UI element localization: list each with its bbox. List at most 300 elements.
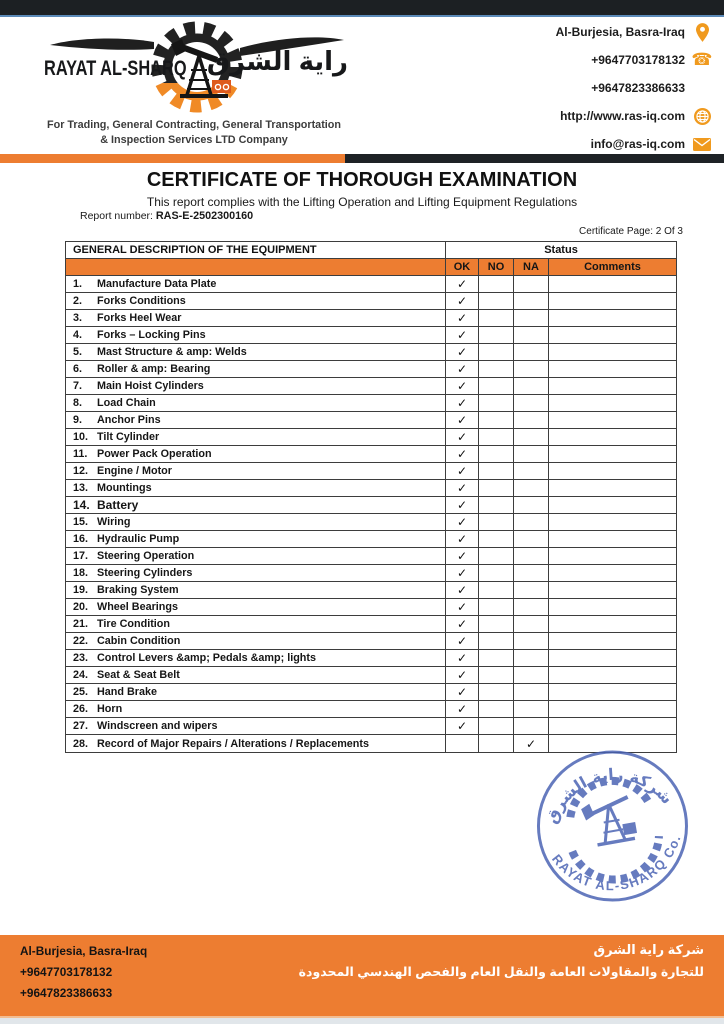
equipment-description-cell xyxy=(66,361,446,377)
row-label: Seat & Seat Belt xyxy=(97,669,180,681)
footer-company-description-arabic: للتجارة والمقاولات العامة والنقل العام والفحص الهندسي المحدودة xyxy=(298,965,704,979)
row-number: 25. xyxy=(73,686,89,698)
status-cell-ok xyxy=(446,429,479,445)
status-cell-na xyxy=(514,633,549,649)
stamp-english-text: RAYAT AL-SHARQ Co. xyxy=(549,832,684,894)
comment-cell xyxy=(549,446,676,462)
company-name-arabic: راية الشرق xyxy=(206,46,348,76)
status-cell-na xyxy=(514,480,549,496)
contact-phone1-row xyxy=(412,46,712,74)
table-row xyxy=(66,310,676,327)
checkmark-icon: ✓ xyxy=(456,498,468,512)
status-cell-na xyxy=(514,701,549,717)
status-cell-ok xyxy=(446,514,479,530)
comment-cell xyxy=(549,582,676,598)
row-number: 16. xyxy=(73,533,89,545)
equipment-description-cell xyxy=(66,446,446,462)
status-cell-ok xyxy=(446,531,479,547)
table-row xyxy=(66,429,676,446)
row-number: 5. xyxy=(73,346,83,358)
status-cell-ok xyxy=(446,463,479,479)
status-cell-na xyxy=(514,684,549,700)
footer-company-name-arabic: شركة راية الشرق xyxy=(593,942,704,957)
status-cell-no xyxy=(479,497,514,513)
status-cell-no xyxy=(479,412,514,428)
status-cell-no xyxy=(479,480,514,496)
row-label: Wheel Bearings xyxy=(97,601,178,613)
status-cell-na xyxy=(514,429,549,445)
checkmark-icon: ✓ xyxy=(456,277,468,291)
bottom-edge-strip xyxy=(0,1018,724,1024)
row-label: Battery xyxy=(97,498,139,512)
checkmark-icon: ✓ xyxy=(456,379,468,393)
table-row xyxy=(66,446,676,463)
row-number: 12. xyxy=(73,465,89,477)
comment-cell xyxy=(549,395,676,411)
table-row xyxy=(66,361,676,378)
report-number-line xyxy=(80,210,253,222)
row-number: 17. xyxy=(73,550,89,562)
row-label: Mountings xyxy=(97,482,152,494)
row-number: 2. xyxy=(73,295,83,307)
checkmark-icon: ✓ xyxy=(456,600,468,614)
table-row xyxy=(66,378,676,395)
equipment-description-cell xyxy=(66,327,446,343)
comment-cell xyxy=(549,684,676,700)
checkmark-icon: ✓ xyxy=(456,634,468,648)
status-cell-ok xyxy=(446,548,479,564)
comment-cell xyxy=(549,701,676,717)
stamp-arabic-text: شركة راية الشرق xyxy=(541,764,677,827)
status-cell-no xyxy=(479,446,514,462)
equipment-description-cell xyxy=(66,310,446,326)
row-number: 8. xyxy=(73,397,83,409)
row-label: Wiring xyxy=(97,516,131,528)
row-number: 6. xyxy=(73,363,83,375)
description-header-cell: GENERAL DESCRIPTION OF THE EQUIPMENT xyxy=(66,242,446,258)
comment-cell xyxy=(549,531,676,547)
status-cell-no xyxy=(479,310,514,326)
icon-spacer xyxy=(692,77,712,99)
company-name-english: RAYAT AL-SHARQ xyxy=(44,57,187,80)
equipment-description-cell xyxy=(66,684,446,700)
table-row xyxy=(66,633,676,650)
status-cell-ok xyxy=(446,276,479,292)
checkmark-icon: ✓ xyxy=(456,481,468,495)
equipment-description-cell xyxy=(66,701,446,717)
envelope-icon xyxy=(692,133,712,155)
checkmark-icon: ✓ xyxy=(456,685,468,699)
comment-cell xyxy=(549,344,676,360)
row-number: 23. xyxy=(73,652,89,664)
status-cell-ok xyxy=(446,684,479,700)
checkmark-icon: ✓ xyxy=(456,430,468,444)
contact-phone1: +9647703178132 xyxy=(591,53,685,67)
row-label: Windscreen and wipers xyxy=(97,720,218,732)
row-number: 1. xyxy=(73,278,83,290)
table-row xyxy=(66,650,676,667)
status-cell-no xyxy=(479,514,514,530)
status-cell-na xyxy=(514,293,549,309)
status-cell-na xyxy=(514,497,549,513)
row-label: Main Hoist Cylinders xyxy=(97,380,204,392)
footer-contact-block xyxy=(20,944,147,1007)
comments-column-header: Comments xyxy=(584,261,641,273)
row-label: Engine / Motor xyxy=(97,465,172,477)
checkmark-icon: ✓ xyxy=(456,362,468,376)
equipment-description-cell xyxy=(66,293,446,309)
status-cell-ok xyxy=(446,718,479,734)
status-cell-no xyxy=(479,429,514,445)
status-cell-ok xyxy=(446,701,479,717)
status-cell-ok xyxy=(446,344,479,360)
status-cell-ok xyxy=(446,480,479,496)
status-cell-na xyxy=(514,361,549,377)
row-number: 9. xyxy=(73,414,83,426)
equipment-description-cell xyxy=(66,497,446,513)
table-row xyxy=(66,582,676,599)
row-label: Forks Conditions xyxy=(97,295,186,307)
table-row xyxy=(66,344,676,361)
equipment-table xyxy=(65,241,677,753)
checkmark-icon: ✓ xyxy=(456,668,468,682)
table-row xyxy=(66,565,676,582)
footer-address: Al-Burjesia, Basra-Iraq xyxy=(20,944,148,958)
checkmark-icon: ✓ xyxy=(456,311,468,325)
contact-phone2: +9647823386633 xyxy=(591,81,685,95)
status-cell-no xyxy=(479,548,514,564)
status-cell-ok xyxy=(446,412,479,428)
status-cell-ok xyxy=(446,293,479,309)
status-cell-ok xyxy=(446,735,479,752)
row-label: Hydraulic Pump xyxy=(97,533,180,545)
status-cell-no xyxy=(479,667,514,683)
document-title: CERTIFICATE OF THOROUGH EXAMINATION xyxy=(146,169,578,191)
status-cell-na xyxy=(514,378,549,394)
comment-cell xyxy=(549,293,676,309)
report-number-label: Report number: xyxy=(80,210,153,222)
checkmark-icon: ✓ xyxy=(456,617,468,631)
no-column-header: NO xyxy=(479,259,514,275)
row-label: Roller & amp: Bearing xyxy=(97,363,211,375)
row-number: 27. xyxy=(73,720,89,732)
row-number: 3. xyxy=(73,312,83,324)
row-number: 11. xyxy=(73,448,88,460)
status-cell-no xyxy=(479,599,514,615)
row-number: 19. xyxy=(73,584,89,596)
checkmark-icon: ✓ xyxy=(456,294,468,308)
ok-column-header: OK xyxy=(446,259,479,275)
contact-address: Al-Burjesia, Basra-Iraq xyxy=(555,25,685,39)
comment-cell xyxy=(549,514,676,530)
equipment-description-cell xyxy=(66,565,446,581)
status-cell-no xyxy=(479,361,514,377)
document-subtitle: This report complies with the Lifting Operation and Lifting Equipment Regulations xyxy=(146,195,578,209)
comment-cell xyxy=(549,310,676,326)
checkmark-icon: ✓ xyxy=(456,566,468,580)
row-number: 7. xyxy=(73,380,83,392)
status-cell-no xyxy=(479,463,514,479)
status-cell-ok xyxy=(446,633,479,649)
status-cell-no xyxy=(479,276,514,292)
row-label: Manufacture Data Plate xyxy=(97,278,217,290)
checkmark-icon: ✓ xyxy=(456,719,468,733)
equipment-description-cell xyxy=(66,412,446,428)
table-row xyxy=(66,514,676,531)
location-pin-icon xyxy=(692,21,712,43)
equipment-description-cell xyxy=(66,667,446,683)
status-cell-no xyxy=(479,718,514,734)
row-number: 22. xyxy=(73,635,89,647)
row-label: Braking System xyxy=(97,584,179,596)
status-cell-no xyxy=(479,531,514,547)
table-row xyxy=(66,395,676,412)
table-row xyxy=(66,599,676,616)
comment-cell xyxy=(549,633,676,649)
table-row xyxy=(66,276,676,293)
comment-cell xyxy=(549,599,676,615)
globe-icon xyxy=(692,105,712,127)
comment-cell xyxy=(549,463,676,479)
row-label: Forks Heel Wear xyxy=(97,312,182,324)
checkmark-icon: ✓ xyxy=(456,583,468,597)
table-row xyxy=(66,480,676,497)
status-cell-no xyxy=(479,633,514,649)
status-cell-na xyxy=(514,344,549,360)
checkmark-icon: ✓ xyxy=(456,464,468,478)
row-label: Tilt Cylinder xyxy=(97,431,160,443)
table-row xyxy=(66,412,676,429)
status-cell-na xyxy=(514,310,549,326)
report-number-value: RAS-E-2502300160 xyxy=(155,210,254,222)
status-cell-no xyxy=(479,378,514,394)
table-row xyxy=(66,684,676,701)
status-cell-no xyxy=(479,293,514,309)
na-column-header: NA xyxy=(514,259,549,275)
checkmark-icon: ✓ xyxy=(456,447,468,461)
contact-website-row xyxy=(412,102,712,130)
status-cell-ok xyxy=(446,361,479,377)
checkmark-icon: ✓ xyxy=(456,702,468,716)
equipment-description-cell xyxy=(66,531,446,547)
equipment-description-cell xyxy=(66,735,446,752)
row-number: 15. xyxy=(73,516,89,528)
table-row xyxy=(66,548,676,565)
table-row xyxy=(66,718,676,735)
comment-cell xyxy=(549,497,676,513)
comment-cell xyxy=(549,412,676,428)
status-cell-no xyxy=(479,735,514,752)
comment-cell xyxy=(549,429,676,445)
row-label: Tire Condition xyxy=(97,618,170,630)
status-header-cell: Status xyxy=(544,244,578,256)
row-number: 26. xyxy=(73,703,89,715)
row-label: Steering Operation xyxy=(97,550,195,562)
status-cell-ok xyxy=(446,667,479,683)
equipment-description-cell xyxy=(66,276,446,292)
table-row xyxy=(66,701,676,718)
status-cell-ok xyxy=(446,650,479,666)
footer-phone2: +9647823386633 xyxy=(20,986,113,1000)
status-cell-ok xyxy=(446,599,479,615)
status-cell-ok xyxy=(446,310,479,326)
row-label: Load Chain xyxy=(97,397,156,409)
footer-company-arabic-block xyxy=(299,942,704,979)
status-cell-no xyxy=(479,684,514,700)
status-cell-na xyxy=(514,565,549,581)
row-label: Horn xyxy=(97,703,123,715)
checkmark-icon: ✓ xyxy=(456,651,468,665)
divider-orange-segment xyxy=(0,154,345,163)
table-row xyxy=(66,293,676,310)
equipment-description-cell xyxy=(66,616,446,632)
status-cell-na xyxy=(514,446,549,462)
company-stamp xyxy=(502,730,724,928)
row-number: 18. xyxy=(73,567,89,579)
status-cell-na xyxy=(514,735,549,752)
row-number: 24. xyxy=(73,669,89,681)
divider-dark-segment xyxy=(345,154,724,163)
comment-cell xyxy=(549,361,676,377)
status-cell-na xyxy=(514,463,549,479)
row-number: 21. xyxy=(73,618,89,630)
phone-icon: ☎ xyxy=(691,49,713,70)
status-cell-ok xyxy=(446,327,479,343)
equipment-description-cell xyxy=(66,463,446,479)
status-cell-ok xyxy=(446,582,479,598)
equipment-description-cell xyxy=(66,599,446,615)
comment-cell xyxy=(549,718,676,734)
table-header-row xyxy=(66,242,676,259)
checkmark-icon: ✓ xyxy=(456,549,468,563)
equipment-description-cell xyxy=(66,582,446,598)
certificate-page-indicator: Certificate Page: 2 Of 3 xyxy=(579,226,683,237)
status-cell-ok xyxy=(446,446,479,462)
status-cell-ok xyxy=(446,395,479,411)
status-cell-na xyxy=(514,718,549,734)
header-divider-bar xyxy=(0,154,724,163)
equipment-description-cell xyxy=(66,395,446,411)
table-row xyxy=(66,531,676,548)
checkmark-icon: ✓ xyxy=(525,736,537,751)
status-cell-no xyxy=(479,344,514,360)
equipment-description-cell xyxy=(66,344,446,360)
checkmark-icon: ✓ xyxy=(456,532,468,546)
status-cell-na xyxy=(514,548,549,564)
checkmark-icon: ✓ xyxy=(456,396,468,410)
comment-cell xyxy=(549,616,676,632)
equipment-description-cell xyxy=(66,514,446,530)
status-cell-ok xyxy=(446,616,479,632)
status-cell-no xyxy=(479,327,514,343)
row-number: 4. xyxy=(73,329,83,341)
equipment-description-cell xyxy=(66,718,446,734)
status-cell-no xyxy=(479,565,514,581)
equipment-description-cell xyxy=(66,378,446,394)
company-tagline-line2: & Inspection Services LTD Company xyxy=(100,134,288,146)
status-cell-na xyxy=(514,327,549,343)
row-number: 14. xyxy=(73,498,90,512)
row-number: 13. xyxy=(73,482,89,494)
row-label: Record of Major Repairs / Alterations / Replacements xyxy=(97,737,369,750)
header-contact-block xyxy=(412,18,712,158)
status-cell-na xyxy=(514,667,549,683)
status-cell-na xyxy=(514,276,549,292)
row-number: 20. xyxy=(73,601,89,613)
equipment-description-cell xyxy=(66,429,446,445)
table-row xyxy=(66,497,676,514)
row-label: Forks – Locking Pins xyxy=(97,329,206,341)
table-row xyxy=(66,327,676,344)
equipment-table-body xyxy=(66,276,676,752)
checkmark-icon: ✓ xyxy=(456,515,468,529)
status-cell-no xyxy=(479,616,514,632)
row-label: Steering Cylinders xyxy=(97,567,193,579)
equipment-description-cell xyxy=(66,633,446,649)
contact-address-row xyxy=(412,18,712,46)
comment-cell xyxy=(549,565,676,581)
status-cell-na xyxy=(514,514,549,530)
table-row xyxy=(66,463,676,480)
row-label: Mast Structure & amp: Welds xyxy=(97,346,247,358)
checkmark-icon: ✓ xyxy=(456,345,468,359)
comment-cell xyxy=(549,480,676,496)
status-cell-ok xyxy=(446,565,479,581)
comment-cell xyxy=(549,667,676,683)
contact-phone2-row xyxy=(412,74,712,102)
row-label: Control Levers &amp; Pedals &amp; lights xyxy=(97,652,316,664)
row-label: Power Pack Operation xyxy=(97,448,212,460)
checkmark-icon: ✓ xyxy=(456,328,468,342)
footer-phone1: +9647703178132 xyxy=(20,965,113,979)
checkmark-icon: ✓ xyxy=(456,413,468,427)
row-label: Cabin Condition xyxy=(97,635,181,647)
status-columns-header-row xyxy=(66,259,676,276)
status-cell-na xyxy=(514,616,549,632)
status-cell-na xyxy=(514,395,549,411)
status-cell-na xyxy=(514,412,549,428)
comment-cell xyxy=(549,327,676,343)
comment-cell xyxy=(549,378,676,394)
status-cell-na xyxy=(514,650,549,666)
status-cell-no xyxy=(479,395,514,411)
blank-header-cell xyxy=(66,259,446,275)
table-row xyxy=(66,616,676,633)
status-cell-ok xyxy=(446,378,479,394)
row-number: 10. xyxy=(73,431,89,443)
row-number: 28. xyxy=(73,737,89,750)
company-tagline-line1: For Trading, General Contracting, General Transportation xyxy=(47,119,341,131)
equipment-description-cell xyxy=(66,548,446,564)
contact-email: info@ras-iq.com xyxy=(590,137,685,151)
equipment-description-cell xyxy=(66,650,446,666)
comment-cell xyxy=(549,650,676,666)
comment-cell xyxy=(549,276,676,292)
contact-website: http://www.ras-iq.com xyxy=(560,109,685,123)
status-cell-na xyxy=(514,531,549,547)
status-cell-no xyxy=(479,701,514,717)
comment-cell xyxy=(549,548,676,564)
status-cell-na xyxy=(514,599,549,615)
row-label: Hand Brake xyxy=(97,686,158,698)
row-label: Anchor Pins xyxy=(97,414,161,426)
status-cell-no xyxy=(479,650,514,666)
status-cell-ok xyxy=(446,497,479,513)
status-cell-no xyxy=(479,582,514,598)
table-row xyxy=(66,667,676,684)
top-accent-bar xyxy=(0,0,724,17)
status-cell-na xyxy=(514,582,549,598)
